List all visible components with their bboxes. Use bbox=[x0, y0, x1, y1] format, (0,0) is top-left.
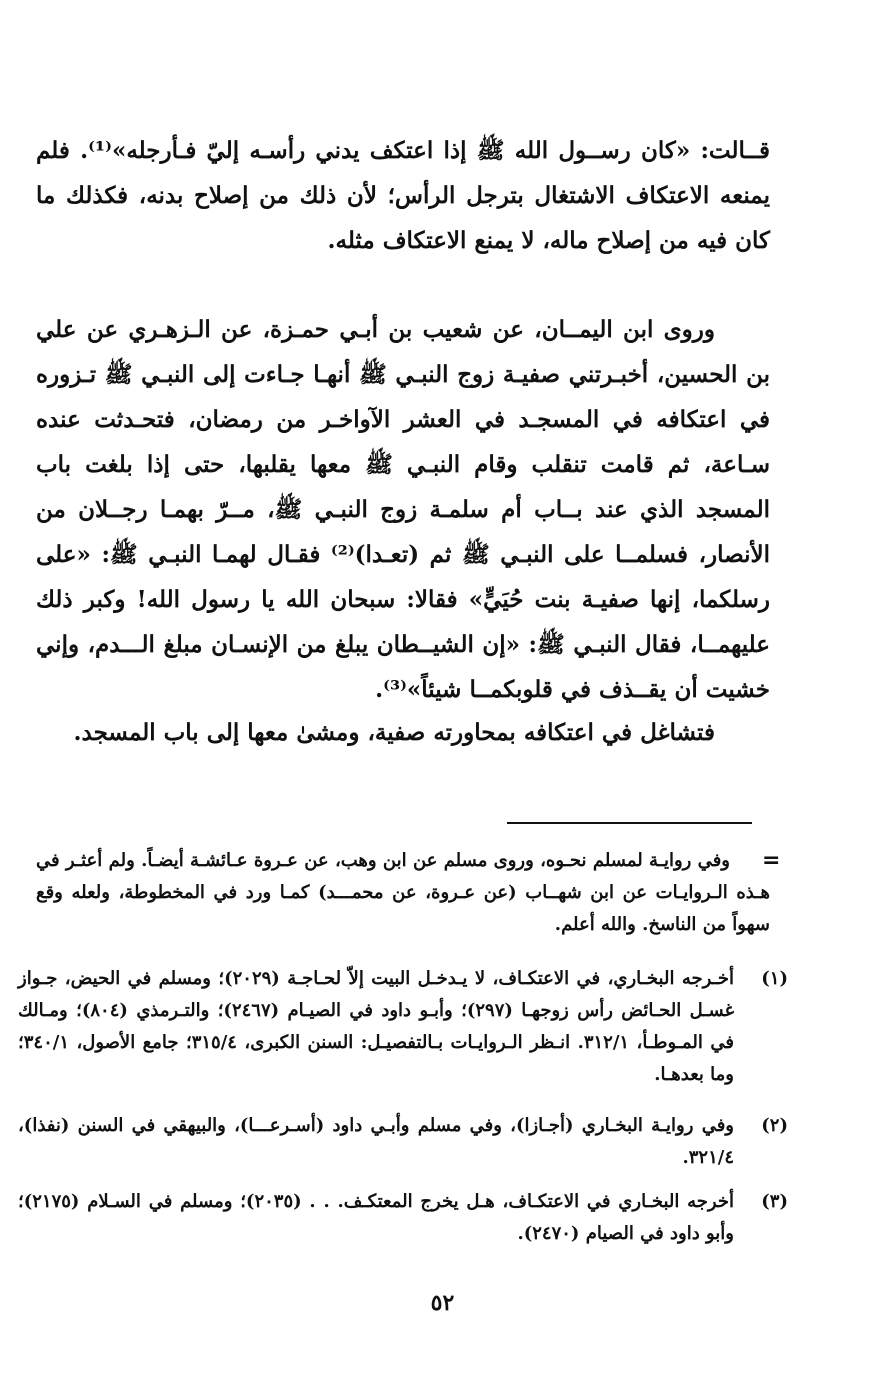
footnote-number: (٢) bbox=[761, 1115, 788, 1136]
page-number: ٥٢ bbox=[430, 1290, 455, 1316]
paragraph-safiyya-hadith: وروى ابن اليمــان، عن شعيب بن أبـي حمـزة، عن الـزهـري عن علي بن الحسين، أخبـرتني صفيـة زوج النبـي ﷺ أنهـا جـاءت إلى النبـي ﷺ تـزوره في اعتكافه في المسجـد في العشر الآواخـر من رمضان، فتحـدثت عنده سـاعة، ثم قامت تنقلب وقام النبـي ﷺ معها يقلبها، حتى إذا بلغت باب المسجد الذي عند بــاب أم سلمـة زوج النبـي ﷺ، مــرّ بهمـا رجــلان من الأنصار، فسلمــا على النبـي ﷺ ثم (تعـدا)⁽²⁾ فقـال لهمـا النبـي ﷺ: «على رسلكما، إنها صفيـة بنت حُيَيٍّ» فقالا: سبحان الله يا رسول الله! وكبر ذلك عليهمــا، فقال النبـي ﷺ: «إن الشيــطان يبلغ من الإنسـان مبلغ الـــدم، وإني خشيت أن يقــذف في قلوبكمــا شيئاً»⁽³⁾. bbox=[36, 316, 770, 703]
footnote-number: (١) bbox=[761, 968, 788, 989]
footnote-divider bbox=[507, 822, 752, 824]
paragraph-conclusion: فتشاغل في اعتكافه بمحاورته صفية، ومشىٰ معها إلى باب المسجد. bbox=[73, 719, 715, 746]
footnote-3 bbox=[18, 1186, 788, 1250]
footnote-number: (٣) bbox=[761, 1191, 788, 1212]
footnote-text: أخرجه البخـاري في الاعتكـاف، هـل يخرج المعتكـف. . . (٢٠٣٥)؛ ومسلم في السـلام (٢١٧٥)؛ وأبو داود في الصيام (٢٤٧٠). bbox=[18, 1191, 734, 1244]
paragraph-aisha-hadith: قــالت: «كان رســول الله ﷺ إذا اعتكف يدني رأسـه إليّ فـأرجله»⁽¹⁾. فلم يمنعه الاعتكاف الاشتغال بترجل الرأس؛ لأن ذلك من إصلاح بدنه، فكذلك ما كان فيه من إصلاح ماله، لا يمنع الاعتكاف مثله. bbox=[36, 137, 771, 254]
footnote-1 bbox=[18, 963, 788, 1091]
footnote-continuation-mark: = bbox=[762, 848, 781, 873]
footnote-continuation: وفي روايـة لمسلم نحـوه، وروى مسلم عن ابن وهب، عن عـروة عـائشـة أيضـاً. ولم أعثـر في هـذه الـروايـات عن ابن شهــاب (عن عـروة، عن محمـــد) كمـا ورد في المخطوطة، ولعله وقع سهواً من الناسخ. والله أعلم. bbox=[36, 850, 770, 935]
footnote-text: وفي روايـة البخـاري (أجـازا)، وفي مسلم وأبـي داود (أسـرعـــا)، والبيهقي في السنن (نفذا)، ٣٢١/٤. bbox=[18, 1115, 734, 1168]
footnote-2 bbox=[18, 1110, 788, 1174]
footnote-text: أخـرجه البخـاري، في الاعتكـاف، لا يـدخـل البيت إلاّ لحـاجـة (٢٠٢٩)؛ ومسلم في الحيض، جـواز غسـل الحـائض رأس زوجهـا (٢٩٧)؛ وأبـو داود في الصيـام (٢٤٦٧)؛ والتـرمذي (٨٠٤)؛ ومـالك في المـوطـأ، ٣١٢/١. انـظر الـروايـات بـالتفصيـل: السنن الكبرى، ٣١٥/٤؛ جامع الأصول، ٣٤٠/١؛ وما بعدهـا. bbox=[18, 968, 734, 1085]
